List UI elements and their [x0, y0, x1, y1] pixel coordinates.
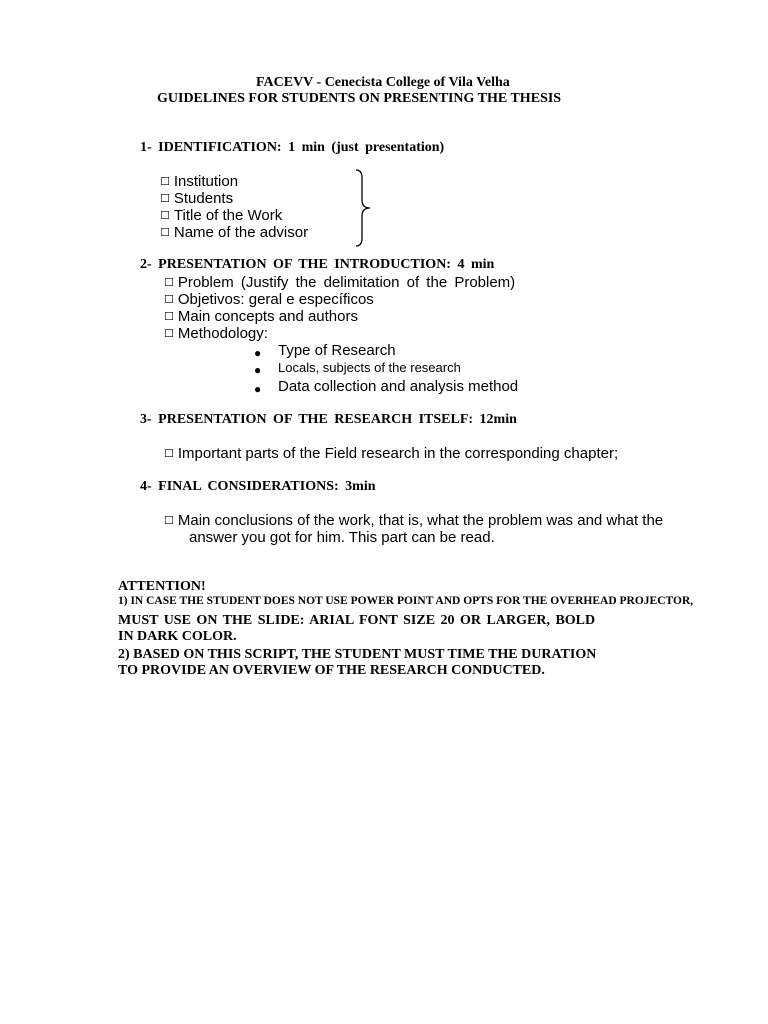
list-item	[164, 445, 618, 462]
sub-list-item: Type of Research	[278, 342, 396, 359]
item-label: Main conclusions of the work, that is, what the problem was and what the	[177, 512, 664, 529]
list-item	[164, 274, 515, 291]
section-3-heading: 3- PRESENTATION OF THE RESEARCH ITSELF: 12min	[140, 412, 517, 427]
section-1-heading: 1- IDENTIFICATION: 1 min (just presentation)	[140, 140, 445, 155]
item-label: Main concepts and authors	[177, 308, 358, 325]
list-item	[160, 190, 233, 207]
list-item	[160, 173, 238, 190]
list-item	[164, 512, 663, 529]
document-subtitle: GUIDELINES FOR STUDENTS ON PRESENTING THE THESIS	[157, 91, 562, 106]
checkbox-icon: ☐	[164, 515, 174, 527]
item-label: Name of the advisor	[173, 224, 309, 241]
sub-list-item: Locals, subjects of the research	[278, 360, 461, 375]
item-label: Problem (Justify the delimitation of the Problem)	[177, 274, 516, 291]
list-item	[164, 291, 374, 308]
bullet-icon: ●	[254, 346, 262, 360]
checkbox-icon: ☐	[164, 311, 174, 323]
attention-line: MUST USE ON THE SLIDE: ARIAL FONT SIZE 20 OR LARGER, BOLD	[118, 613, 596, 628]
checkbox-icon: ☐	[160, 227, 170, 239]
item-label: Institution	[173, 173, 239, 190]
item-label: Students	[173, 190, 234, 207]
checkbox-icon: ☐	[164, 294, 174, 306]
list-item-continuation: answer you got for him. This part can be read.	[189, 529, 495, 546]
document-title: FACEVV - Cenecista College of Vila Velha	[256, 75, 510, 90]
attention-line: IN DARK COLOR.	[118, 629, 237, 644]
list-item	[160, 224, 308, 241]
attention-line: 1) IN CASE THE STUDENT DOES NOT USE POWER POINT AND OPTS FOR THE OVERHEAD PROJECTOR,	[118, 595, 694, 607]
item-label: Methodology:	[177, 325, 268, 342]
list-item	[164, 325, 268, 342]
item-label: Important parts of the Field research in the corresponding chapter;	[177, 445, 619, 462]
checkbox-icon: ☐	[160, 176, 170, 188]
bullet-icon: ●	[254, 382, 262, 396]
section-2-heading: 2- PRESENTATION OF THE INTRODUCTION: 4 min	[140, 257, 495, 272]
attention-title: ATTENTION!	[118, 579, 206, 594]
section-4-heading: 4- FINAL CONSIDERATIONS: 3min	[140, 479, 376, 494]
item-label: Objetivos: geral e específicos	[177, 291, 374, 308]
checkbox-icon: ☐	[164, 277, 174, 289]
item-label: Title of the Work	[173, 207, 283, 224]
checkbox-icon: ☐	[164, 328, 174, 340]
attention-line: TO PROVIDE AN OVERVIEW OF THE RESEARCH CONDUCTED.	[118, 663, 545, 678]
checkbox-icon: ☐	[164, 448, 174, 460]
list-item	[160, 207, 282, 224]
curly-brace-icon	[352, 168, 376, 248]
list-item	[164, 308, 358, 325]
bullet-icon: ●	[254, 363, 262, 377]
sub-list-item: Data collection and analysis method	[278, 378, 519, 395]
checkbox-icon: ☐	[160, 193, 170, 205]
attention-line: 2) BASED ON THIS SCRIPT, THE STUDENT MUST TIME THE DURATION	[118, 647, 597, 662]
checkbox-icon: ☐	[160, 210, 170, 222]
